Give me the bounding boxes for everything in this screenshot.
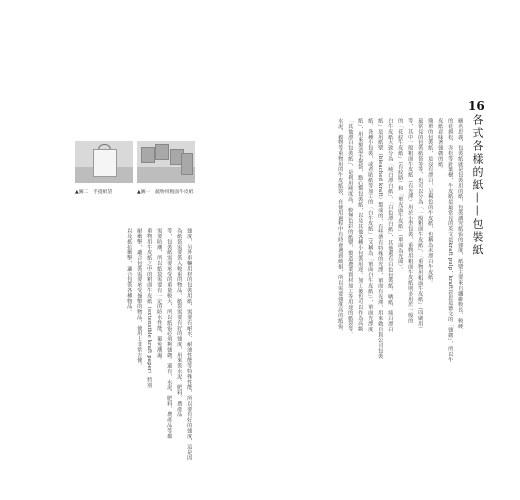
kraft-paper-products-photo — [137, 141, 195, 183]
right-text-column: 白牛皮紙大致分為「純白漂白紙」、「白色漂白紙」，其他還有白色包裝紙、晒紙、純白漂白 — [387, 118, 394, 332]
right-text-column: 簡單的包裝紙，是沒有漂白，呈褐色的牛皮紙，也稱為未漂白牛皮紙。 — [427, 118, 434, 286]
right-text-column: 顧名思義，包裝紙就是包裝用的紙，包裝講究紙張的強度，紙漿主要來自纖維較長、較硬 — [457, 118, 464, 329]
right-text-column: 「其他漂白包裝紙」，是利用純度高、較無色彩的紙漿，製造農業資材加工等用途的紙袋等。 — [347, 118, 354, 337]
right-text-column: 的「花紋牛皮紙」（有紋路）和「單光面牛皮紙」（單面為光面）。 — [397, 118, 404, 273]
left-text-column: 為紙袋需要裝入較重的物品，紙袋需要有好的強度，用來裝水泥、肥料、農產品 — [176, 228, 183, 417]
left-text-column: 以及抵抗衝擊，適合包裝各種物品。 — [126, 228, 133, 315]
right-text-column: 紙」是用紙漿（bleached kraft）製成的，有些帶有特殊的光澤，單面有光澤，用來做百貨公司包裝 — [377, 118, 384, 359]
chapter-title: 各式各樣的紙——包裝紙 — [471, 114, 484, 257]
right-text-column: 等，其中一般粗面牛皮紙（有光澤）用於小型包裝，重物用粗面牛皮紙則多用於一般的 — [407, 118, 414, 324]
right-text-column: 最常見的包裝紙袋等等，也可以分為「一般粗面牛皮紙」、「重物用粗面牛皮紙」（印刷用） — [417, 118, 424, 332]
left-text-column: 耐衝擊，適合包裝需要承受撞擊的物品，使用上非常方便。 — [136, 228, 143, 369]
right-text-column: 的花旗松、赤松等針葉樹，牛皮紙是最常見的英文是kraft pulp，kraft意思是德文的「強韌」，所以牛 — [447, 118, 454, 363]
figure-caption-1: ▲圖一 蔬物用粗面牛皮紙 — [137, 190, 194, 195]
left-text-column: 重物用牛皮紙之中的粗面牛皮紙（extensible kraft paper）特別 — [146, 228, 153, 388]
right-text-column: 皮紙意味著強韌的紙。 — [437, 118, 444, 172]
left-text-column: 需要防潮，所以紙袋需要有一定的防水性能，避免潮濕。 — [156, 228, 163, 363]
shopping-bag-photo — [75, 141, 133, 183]
left-text-column: 等，包裝紙需要承受的重量較大，所以紙張必須夠強韌。還有，水泥、肥料、農產品等都 — [166, 228, 173, 439]
right-text-column: 紙、各種小包裝，或者貼紙等加工的「白牛皮紙」（又稱為「單面白牛皮紙」），單面光澤度 — [367, 118, 374, 332]
right-text-column: 水泥、穀物等重物用的牛皮紙袋，在使用過程中有時會遇到破損，所以需要強度高的紙張。 — [337, 118, 344, 334]
right-text-column: 紙」，用來製造手提袋，點心類包裝紙，以及其他各種小包裝用途。加工後也可以作為高級 — [357, 118, 364, 332]
figure-caption-2: ▲圖二 手提紙袋 — [75, 190, 113, 195]
chapter-number: 16 — [468, 99, 485, 113]
left-text-column: 強度，另外車輛用材的包裝用紙，需要有耐水、耐油性能等特殊性能，所以要有好的強度，這是因 — [186, 228, 193, 461]
